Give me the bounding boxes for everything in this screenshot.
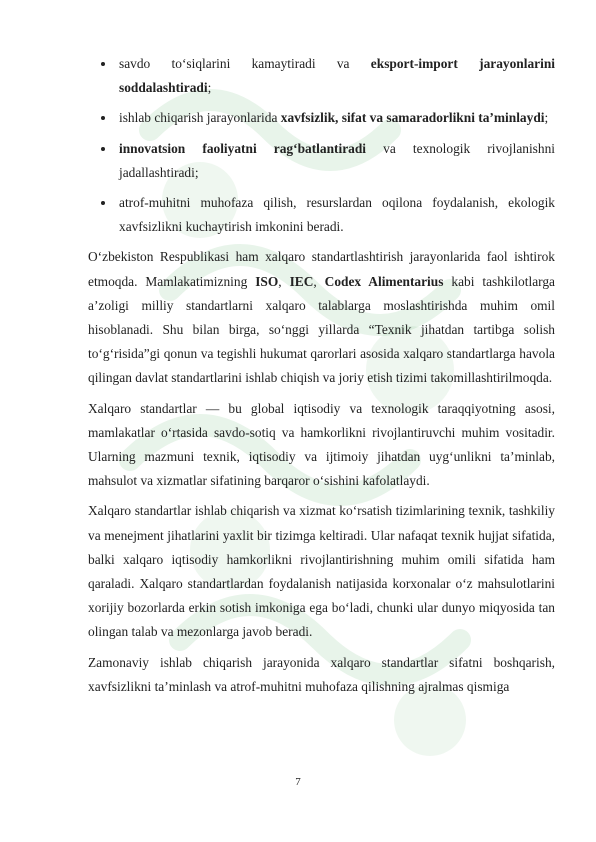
bold-text-run: eksport-import jarayonlarini soddalashtiradi <box>119 56 555 96</box>
bullet-dot-icon <box>101 62 105 66</box>
text-run: savdo to‘siqlarini kamaytiradi va <box>119 56 371 71</box>
bold-text-run: ISO <box>255 273 279 289</box>
bullet-item <box>88 52 555 100</box>
text-run: Xalqaro standartlar — bu global iqtisodiy va texnologik taraqqiyotning asosi, mamlakatlar o‘rtasida savdo-sotiq va hamkorlikni rivojlantiruvchi muhim vositadir. Ularning mazmuni texnik, iqtisodiy va ijtimoiy jihatdan uyg‘unlikni ta’minlab, mahsulot va xizmatlar sifatining barqaror o‘sishini kafolatlaydi. <box>88 400 555 489</box>
text-run: Zamonaviy ishlab chiqarish jarayonida xalqaro standartlar sifatni boshqarish, xavfsizlikni ta’minlash va atrof-muhitni muhofaza qilishning ajralmas qismiga <box>88 654 555 694</box>
text-run: kabi tashkilotlarga a’zoligi milliy standartlarni xalqaro talablarga moslashtirishda muhim omil hisoblanadi. Shu bilan birga, so‘nggi yillarda “Texnik jihatdan tartibga solish to‘g‘risida”gi qonun va tegishli hukumat qarorlari asosida xalqaro standartlarga havola qilingan davlat standartlarini ishlab chiqish va joriy etish tizimi takomillashtirilmoqda. <box>88 273 555 386</box>
page-number: 7 <box>295 776 301 788</box>
text-run: , <box>278 273 290 289</box>
paragraph-list <box>88 245 555 699</box>
bullet-dot-icon <box>101 201 105 205</box>
text-run: Xalqaro standartlar ishlab chiqarish va xizmat ko‘rsatish tizimlarining texnik, tashkiliy va menejment jihatlarini yaxlit bir tizimga keltiradi. Ular nafaqat texnik hujjat sifatida, balki xalqaro iqtisodiy hamkorlikni rivojlantirishning muhim omili sifatida ham qaraladi. Xalqaro standartlardan foydalanish natijasida korxonalar o‘z mahsulotlarini xorijiy bozorlarda erkin sotish imkoniga ega bo‘ladi, chunki ular dunyo miqyosida tan olingan talab va mezonlarga javob beradi. <box>88 503 555 640</box>
text-run: O‘zbekiston Respublikasi ham xalqaro standartlashtirish jarayonlarida faol ishtirok etmoqda. Mamlakatimizning <box>88 249 555 289</box>
bullet-dot-icon <box>101 147 105 151</box>
bullet-item <box>88 191 555 239</box>
bullet-item <box>88 106 555 130</box>
paragraph <box>88 651 555 699</box>
bold-text-run: xavfsizlik, sifat va samaradorlikni ta’minlaydi <box>280 110 545 126</box>
document-body <box>88 52 555 705</box>
bold-text-run: Codex Alimentarius <box>324 273 444 289</box>
text-run: , <box>313 273 325 289</box>
text-run: ; <box>207 80 212 96</box>
text-run: va texnologik rivojlanishni jadallashtiradi; <box>119 140 555 180</box>
bold-text-run: IEC <box>289 273 314 289</box>
paragraph <box>88 245 555 390</box>
bullet-dot-icon <box>101 116 105 120</box>
paragraph <box>88 397 555 494</box>
text-run: atrof-muhitni muhofaza qilish, resurslardan oqilona foydalanish, ekologik xavfsizlikni kuchaytirish imkonini beradi. <box>119 195 555 235</box>
text-run: ; <box>544 110 549 126</box>
bullet-item <box>88 137 555 185</box>
bullet-list <box>88 52 555 239</box>
text-run: ishlab chiqarish jarayonlarida <box>119 110 281 126</box>
paragraph <box>88 499 555 644</box>
bold-text-run: innovatsion faoliyatni rag‘batlantiradi <box>119 140 367 156</box>
